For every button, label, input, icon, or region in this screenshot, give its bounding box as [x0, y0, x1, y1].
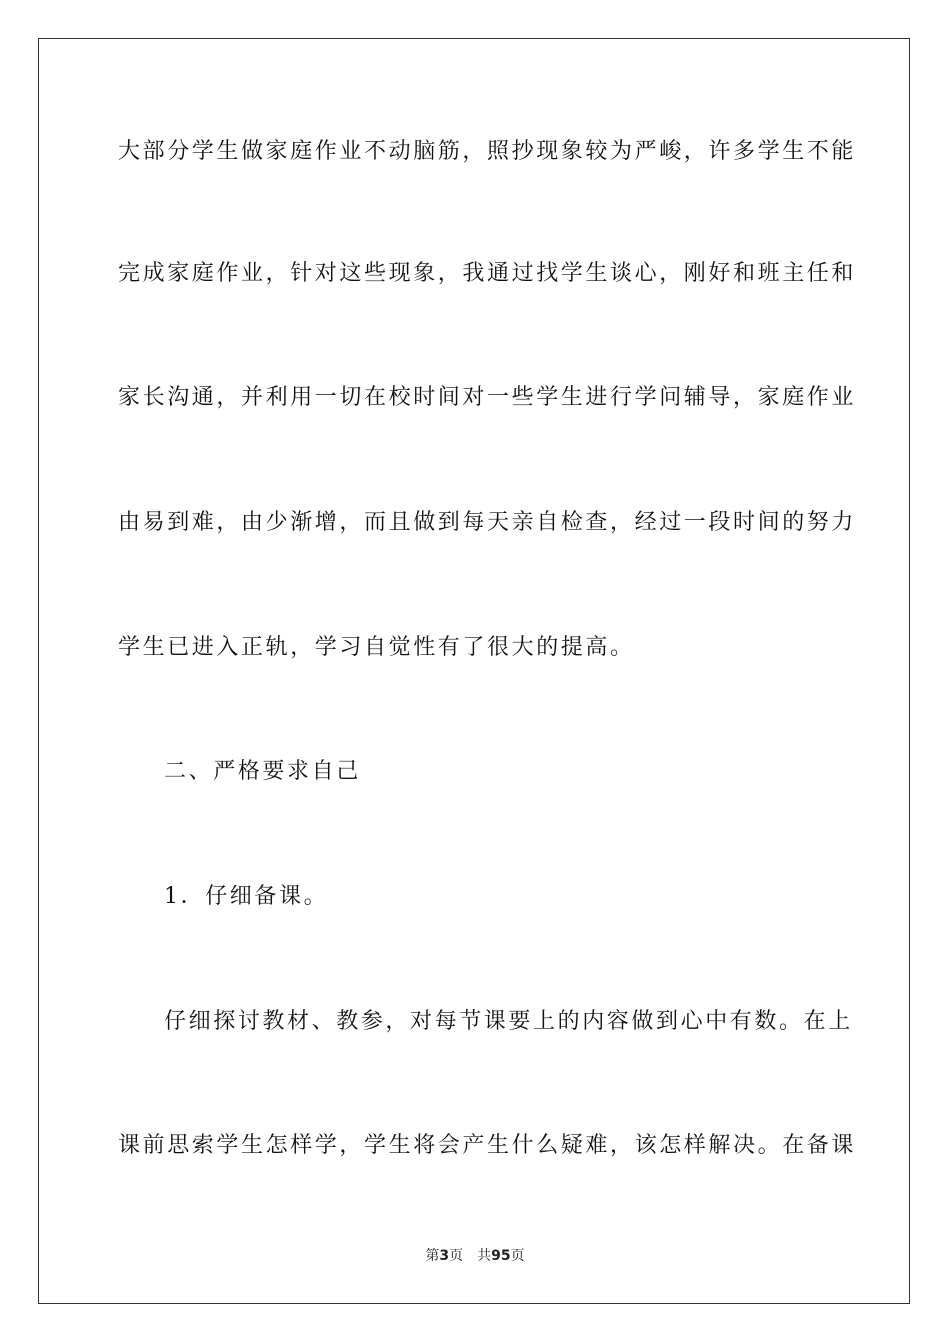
body-line-1: 大部分学生做家庭作业不动脑筋，照抄现象较为严峻，许多学生不能: [118, 139, 857, 164]
total-pages: 95: [491, 1248, 511, 1264]
page-border: [38, 38, 910, 1304]
page-number: 3: [439, 1248, 450, 1264]
body-line-7: 课前思索学生怎样学，学生将会产生什么疑难，该怎样解决。在备课: [118, 1133, 857, 1158]
subsection-heading: 1．仔细备课。: [164, 884, 329, 909]
body-line-3: 家长沟通，并利用一切在校时间对一些学生进行学问辅导，家庭作业: [118, 385, 857, 410]
total-suffix: 页: [510, 1248, 525, 1264]
body-line-4: 由易到难，由少渐增，而且做到每天亲自检查，经过一段时间的努力: [118, 510, 857, 535]
body-line-2: 完成家庭作业，针对这些现象，我通过找学生谈心，刚好和班主任和: [118, 261, 857, 286]
section-heading: 二、严格要求自己: [164, 759, 361, 784]
total-prefix: 共: [477, 1248, 492, 1264]
page-footer: [0, 1246, 950, 1266]
body-line-6: 仔细探讨教材、教参，对每节课要上的内容做到心中有数。在上: [164, 1009, 853, 1034]
page-suffix: 页: [449, 1248, 464, 1264]
page-prefix: 第: [425, 1248, 440, 1264]
body-line-5: 学生已进入正轨，学习自觉性有了很大的提高。: [118, 635, 635, 660]
